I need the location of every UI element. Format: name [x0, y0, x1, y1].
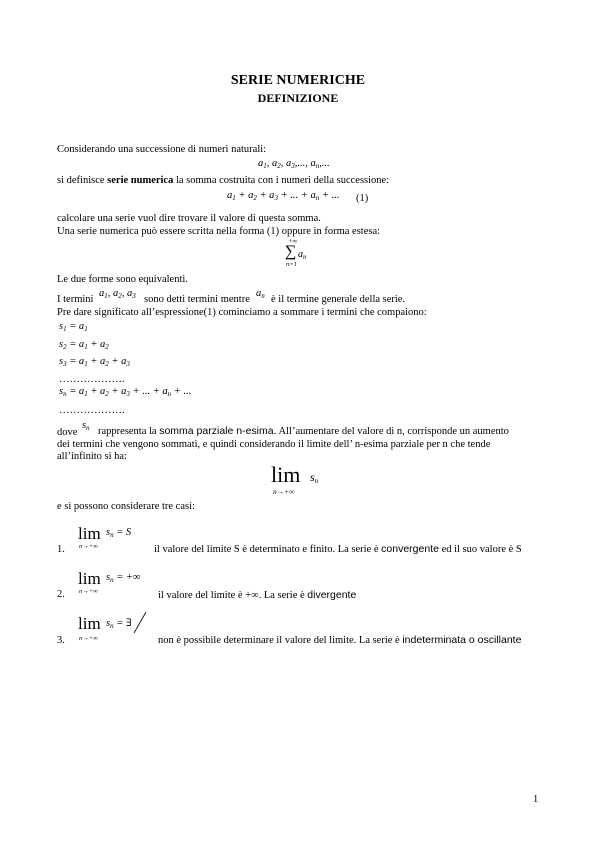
- terms-label: I termini: [57, 294, 94, 305]
- page-subtitle: DEFINIZIONE: [257, 91, 339, 105]
- case-number: 3.: [57, 635, 65, 646]
- partial-sum-s3: s3 = a1 + a2 + a3: [59, 356, 130, 368]
- paragraph-text: Le due forme sono equivalenti.: [57, 274, 188, 285]
- terms-formula: a1, a2, a3: [99, 288, 136, 300]
- sigma-notation: +∞ ∑ $a_n$ n=1: [285, 238, 307, 268]
- not-exists-slash: [132, 611, 148, 635]
- ellipsis-line: ……………….: [59, 405, 125, 416]
- general-term-formula: an: [256, 288, 265, 300]
- case-text: il valore del limite è +∞. La serie è divergente: [158, 589, 357, 601]
- limit-formula-case2: lim sn = +∞ n→+∞: [78, 569, 141, 595]
- partial-sum-sn: sn = a1 + a2 + a3 + ... + an + ...: [59, 386, 192, 398]
- case-number: 2.: [57, 589, 65, 600]
- limit-formula-case3: lim sn = ∃ n→+∞: [78, 614, 148, 646]
- paragraph-text: dove: [57, 427, 78, 438]
- paragraph-text: rappresenta la somma parziale n-esima. All’aumentare del valore di n, corrisponde un aumento: [98, 425, 509, 437]
- partial-sum-s2: s2 = a1 + a2: [59, 339, 109, 351]
- sequence-formula: a1, a2, a3,..., an,...: [258, 158, 330, 170]
- definition-text: si definisce serie numerica la somma costruita con i numeri della successione:: [57, 175, 390, 186]
- case-number: 1.: [57, 544, 65, 555]
- paragraph-text: dei termini che vengono sommati, e quindi considerando il limite dell’ n-esima parziale per n che tende: [57, 439, 491, 450]
- limit-formula: lim sn n→+∞: [271, 462, 319, 496]
- partial-sum-s1: s1 = a1: [59, 321, 88, 333]
- paragraph-text: Pre dare significato all’espressione(1) cominciamo a sommare i termini che compaiono:: [57, 307, 427, 318]
- series-formula: a1 + a2 + a3 + ... + an + ...: [227, 190, 340, 202]
- paragraph-text: Una serie numerica può essere scritta nella forma (1) oppure in forma estesa:: [57, 226, 381, 237]
- paragraph-text: e si possono considerare tre casi:: [57, 501, 195, 512]
- page-title: SERIE NUMERICHE: [230, 73, 366, 88]
- paragraph-text: è il termine generale della serie.: [271, 294, 406, 305]
- case-text: non è possibile determinare il valore del limite. La serie è indeterminata o oscillante: [158, 634, 522, 646]
- paragraph-text: all’infinito si ha:: [57, 451, 127, 462]
- ellipsis-line: ……………….: [59, 374, 125, 385]
- limit-formula-case1: lim sn = S n→+∞: [78, 524, 132, 550]
- sn-symbol: sn: [82, 420, 90, 432]
- paragraph-text: sono detti termini mentre: [144, 294, 250, 305]
- equation-label: (1): [356, 193, 369, 204]
- page-number: 1: [533, 794, 539, 805]
- intro-text: Considerando una successione di numeri naturali:: [57, 144, 267, 155]
- case-text: il valore del limite S è determinato e finito. La serie è convergente ed il suo valore è S: [154, 543, 522, 555]
- paragraph-text: calcolare una serie vuol dire trovare il valore di questa somma.: [57, 213, 321, 224]
